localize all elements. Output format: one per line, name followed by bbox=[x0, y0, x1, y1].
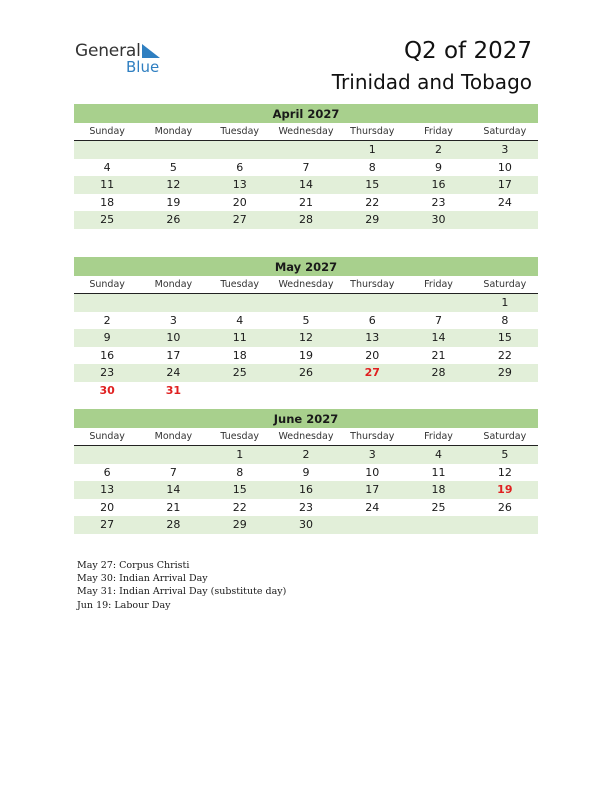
day-cell: 24 bbox=[365, 500, 380, 514]
day-cell: 10 bbox=[497, 160, 512, 174]
day-cell: 29 bbox=[497, 366, 512, 380]
day-cell: 22 bbox=[365, 195, 380, 209]
weekday-label: Saturday bbox=[483, 126, 527, 137]
brand-name-general: General bbox=[75, 41, 141, 61]
weekday-label: Saturday bbox=[483, 431, 527, 442]
weekday-label: Friday bbox=[424, 431, 453, 442]
day-cell: 17 bbox=[365, 483, 380, 497]
page-subtitle: Trinidad and Tobago bbox=[331, 70, 532, 94]
holiday-notes bbox=[77, 559, 286, 612]
day-cell: 28 bbox=[298, 213, 313, 227]
day-cell: 8 bbox=[236, 465, 244, 479]
day-cell: 30 bbox=[431, 213, 446, 227]
day-cell: 23 bbox=[298, 500, 313, 514]
week-row bbox=[74, 194, 538, 212]
month-title: April 2027 bbox=[74, 104, 538, 123]
day-cell: 12 bbox=[497, 465, 512, 479]
day-cell: 3 bbox=[368, 448, 376, 462]
day-cell bbox=[140, 141, 206, 159]
day-cell: 9 bbox=[435, 160, 443, 174]
week-row bbox=[74, 312, 538, 330]
day-cell: 15 bbox=[497, 331, 512, 345]
week-row bbox=[74, 329, 538, 347]
weekday-label: Monday bbox=[154, 126, 193, 137]
day-cell: 16 bbox=[298, 483, 313, 497]
day-cell: 22 bbox=[232, 500, 247, 514]
weekday-label: Sunday bbox=[89, 126, 125, 137]
week-row bbox=[74, 516, 538, 534]
day-cell: 18 bbox=[100, 195, 115, 209]
day-cell: 7 bbox=[169, 465, 177, 479]
day-cell bbox=[74, 294, 140, 312]
day-cell: 29 bbox=[232, 518, 247, 532]
day-cell: 1 bbox=[501, 296, 509, 310]
weekday-label: Thursday bbox=[350, 126, 395, 137]
day-cell bbox=[405, 516, 471, 534]
week-row bbox=[74, 176, 538, 194]
day-cell bbox=[207, 141, 273, 159]
month-june bbox=[74, 409, 538, 534]
weekday-label: Wednesday bbox=[278, 126, 334, 137]
day-cell bbox=[339, 294, 405, 312]
day-cell: 3 bbox=[501, 143, 509, 157]
day-cell: 27 bbox=[100, 518, 115, 532]
weekday-label: Thursday bbox=[350, 431, 395, 442]
week-row bbox=[74, 481, 538, 499]
weekday-header-row bbox=[74, 428, 538, 446]
day-cell: 3 bbox=[169, 313, 177, 327]
weekday-label: Sunday bbox=[89, 279, 125, 290]
holiday-note: May 30: Indian Arrival Day bbox=[77, 573, 208, 585]
weekday-label: Wednesday bbox=[278, 431, 334, 442]
day-cell: 2 bbox=[435, 143, 443, 157]
week-row bbox=[74, 347, 538, 365]
weekday-header-row bbox=[74, 123, 538, 141]
week-row bbox=[74, 211, 538, 229]
weekday-label: Friday bbox=[424, 126, 453, 137]
day-cell bbox=[405, 382, 471, 400]
day-cell bbox=[273, 294, 339, 312]
day-cell: 2 bbox=[302, 448, 310, 462]
weekday-label: Tuesday bbox=[220, 126, 260, 137]
day-cell: 7 bbox=[435, 313, 443, 327]
day-cell: 4 bbox=[103, 160, 111, 174]
weekday-label: Saturday bbox=[483, 279, 527, 290]
day-cell: 12 bbox=[298, 331, 313, 345]
day-cell: 24 bbox=[166, 366, 181, 380]
week-row bbox=[74, 159, 538, 177]
day-cell bbox=[405, 294, 471, 312]
day-cell: 1 bbox=[236, 448, 244, 462]
day-cell bbox=[74, 141, 140, 159]
brand-name-blue: Blue bbox=[126, 58, 160, 76]
week-row bbox=[74, 364, 538, 382]
holiday-day-cell: 19 bbox=[497, 483, 513, 497]
day-cell: 28 bbox=[166, 518, 181, 532]
day-cell: 18 bbox=[431, 483, 446, 497]
day-cell: 21 bbox=[166, 500, 181, 514]
brand-logo bbox=[75, 41, 175, 77]
month-title: May 2027 bbox=[74, 257, 538, 276]
day-cell bbox=[74, 446, 140, 464]
day-cell bbox=[472, 211, 538, 229]
day-cell: 15 bbox=[365, 178, 380, 192]
day-cell: 8 bbox=[368, 160, 376, 174]
holiday-day-cell: 31 bbox=[165, 383, 182, 397]
day-cell: 15 bbox=[232, 483, 247, 497]
day-cell: 19 bbox=[298, 348, 313, 362]
week-row bbox=[74, 294, 538, 312]
day-cell: 9 bbox=[103, 331, 111, 345]
day-cell: 18 bbox=[232, 348, 247, 362]
day-cell: 23 bbox=[100, 366, 115, 380]
day-cell bbox=[273, 382, 339, 400]
day-cell bbox=[472, 516, 538, 534]
week-row bbox=[74, 141, 538, 159]
day-cell: 27 bbox=[232, 213, 247, 227]
weekday-label: Tuesday bbox=[220, 279, 260, 290]
holiday-note: May 27: Corpus Christi bbox=[77, 560, 190, 571]
day-cell: 1 bbox=[368, 143, 376, 157]
week-row bbox=[74, 382, 538, 400]
day-cell: 4 bbox=[236, 313, 244, 327]
day-cell: 6 bbox=[236, 160, 244, 174]
day-cell: 10 bbox=[365, 465, 380, 479]
month-may bbox=[74, 257, 538, 399]
day-cell bbox=[339, 516, 405, 534]
day-cell: 17 bbox=[497, 178, 512, 192]
day-cell: 5 bbox=[302, 313, 310, 327]
day-cell bbox=[207, 294, 273, 312]
day-cell: 5 bbox=[501, 448, 509, 462]
day-cell: 16 bbox=[100, 348, 115, 362]
day-cell: 20 bbox=[232, 195, 247, 209]
day-cell: 11 bbox=[232, 331, 247, 345]
day-cell: 30 bbox=[298, 518, 313, 532]
day-cell: 20 bbox=[365, 348, 380, 362]
day-cell: 11 bbox=[100, 178, 115, 192]
day-cell: 4 bbox=[435, 448, 443, 462]
day-cell: 24 bbox=[497, 195, 512, 209]
day-cell: 20 bbox=[100, 500, 115, 514]
holiday-day-cell: 27 bbox=[364, 366, 380, 380]
weekday-header-row bbox=[74, 276, 538, 294]
weekday-label: Wednesday bbox=[278, 279, 334, 290]
day-cell: 22 bbox=[497, 348, 512, 362]
day-cell: 6 bbox=[368, 313, 376, 327]
day-cell: 9 bbox=[302, 465, 310, 479]
day-cell: 23 bbox=[431, 195, 446, 209]
weekday-label: Monday bbox=[154, 279, 193, 290]
day-cell: 10 bbox=[166, 331, 181, 345]
holiday-note: May 31: Indian Arrival Day (substitute day) bbox=[77, 586, 287, 598]
day-cell bbox=[140, 294, 206, 312]
day-cell: 21 bbox=[298, 195, 313, 209]
day-cell: 25 bbox=[232, 366, 247, 380]
weekday-label: Sunday bbox=[89, 431, 125, 442]
weekday-label: Monday bbox=[154, 431, 193, 442]
day-cell: 7 bbox=[302, 160, 310, 174]
week-row bbox=[74, 464, 538, 482]
weekday-label: Friday bbox=[424, 279, 453, 290]
day-cell: 13 bbox=[232, 178, 247, 192]
day-cell: 8 bbox=[501, 313, 509, 327]
day-cell: 13 bbox=[365, 331, 380, 345]
day-cell: 2 bbox=[103, 313, 111, 327]
day-cell: 26 bbox=[166, 213, 181, 227]
day-cell bbox=[207, 382, 273, 400]
holiday-day-cell: 30 bbox=[99, 383, 115, 397]
day-cell: 21 bbox=[431, 348, 446, 362]
day-cell: 13 bbox=[100, 483, 115, 497]
day-cell: 17 bbox=[166, 348, 181, 362]
weekday-label: Thursday bbox=[350, 279, 395, 290]
day-cell bbox=[472, 382, 538, 400]
holiday-note: Jun 19: Labour Day bbox=[77, 599, 171, 611]
weekday-label: Tuesday bbox=[220, 431, 260, 442]
day-cell: 29 bbox=[365, 213, 380, 227]
month-title: June 2027 bbox=[74, 409, 538, 428]
week-row bbox=[74, 499, 538, 517]
day-cell: 19 bbox=[166, 195, 181, 209]
day-cell: 14 bbox=[298, 178, 313, 192]
brand-triangle-icon bbox=[140, 43, 162, 59]
day-cell: 26 bbox=[298, 366, 313, 380]
day-cell: 25 bbox=[431, 500, 446, 514]
day-cell: 26 bbox=[497, 500, 512, 514]
week-row bbox=[74, 446, 538, 464]
day-cell: 12 bbox=[166, 178, 181, 192]
day-cell: 6 bbox=[103, 465, 111, 479]
day-cell: 28 bbox=[431, 366, 446, 380]
day-cell bbox=[273, 141, 339, 159]
day-cell: 14 bbox=[166, 483, 181, 497]
day-cell: 11 bbox=[431, 465, 446, 479]
day-cell bbox=[339, 382, 405, 400]
day-cell: 5 bbox=[169, 160, 177, 174]
day-cell: 14 bbox=[431, 331, 446, 345]
day-cell: 25 bbox=[100, 213, 115, 227]
day-cell: 16 bbox=[431, 178, 446, 192]
day-cell bbox=[140, 446, 206, 464]
month-april bbox=[74, 104, 538, 229]
page-title: Q2 of 2027 bbox=[403, 38, 532, 64]
